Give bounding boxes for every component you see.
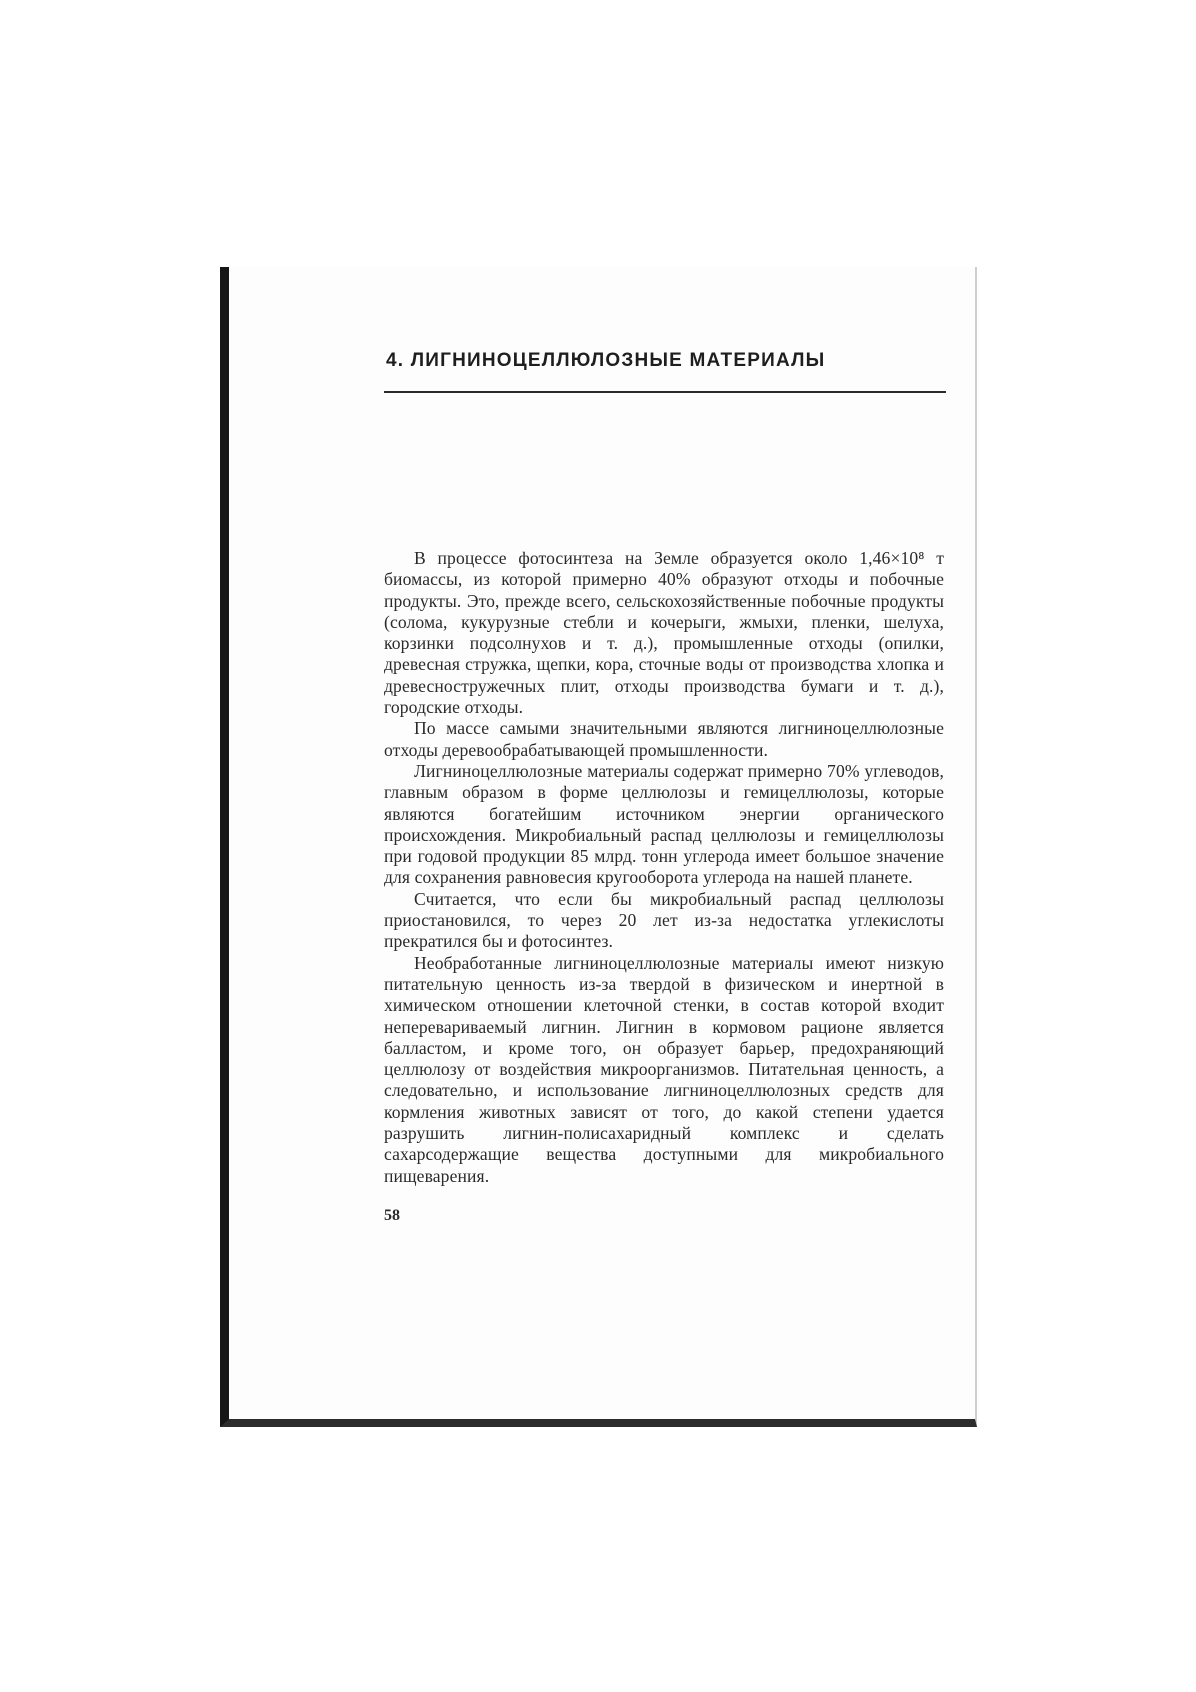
book-page [384,350,944,1225]
paragraph: Считается, что если бы микробиальный распад целлюлозы приостановился, то через 20 лет из-за недостатка углекислоты прекратился бы и фотосинтез. [384,888,944,952]
paragraph: Лигниноцеллюлозные материалы содержат примерно 70% углеводов, главным образом в форме целлюлозы и гемицеллюлозы, которые являются богатейшим источником энергии органического происхождения. Микробиальный распад целлюлозы и гемицеллюлозы при годовой продукции 85 млрд. тонн углерода имеет большое значение для сохранения равновесия кругооборота углерода на нашей планете. [384,760,944,888]
page-number: 58 [384,1206,400,1224]
body-text [384,548,944,1187]
paragraph: По массе самыми значительными являются лигниноцеллюлозные отходы деревообрабатывающей промышленности. [384,718,944,760]
chapter-title: 4. ЛИГНИНОЦЕЛЛЮЛОЗНЫЕ МАТЕРИАЛЫ [386,350,826,371]
title-divider [384,391,946,393]
paragraph: Необработанные лигниноцеллюлозные материалы имеют низкую питательную ценность из-за твердой в физическом и инертной в химическом отношении клеточной стенки, в состав которой входит неперевариваемый лигнин. Лигнин в кормовом рационе является балластом, и кроме того, он образует барьер, предохраняющий целлюлозу от воздействия микроорганизмов. Питательная ценность, а следовательно, и использование лигниноцеллюлозных средств для кормления животных зависят от того, до какой степени удается разрушить лигнин-полисахаридный комплекс и сделать сахарсодержащие вещества доступными для микробиального пищеварения. [384,952,944,1186]
paragraph: В процессе фотосинтеза на Земле образуется около 1,46×10⁸ т биомассы, из которой примерно 40% образуют отходы и побочные продукты. Это, прежде всего, сельскохозяйственные побочные продукты (солома, кукурузные стебли и кочерыги, жмыхи, пленки, шелуха, корзинки подсолнухов и т. д.), промышленные отходы (опилки, древесная стружка, щепки, кора, сточные воды от производства хлопка и древесностружечных плит, отходы производства бумаги и т. д.), городские отходы. [384,548,944,718]
